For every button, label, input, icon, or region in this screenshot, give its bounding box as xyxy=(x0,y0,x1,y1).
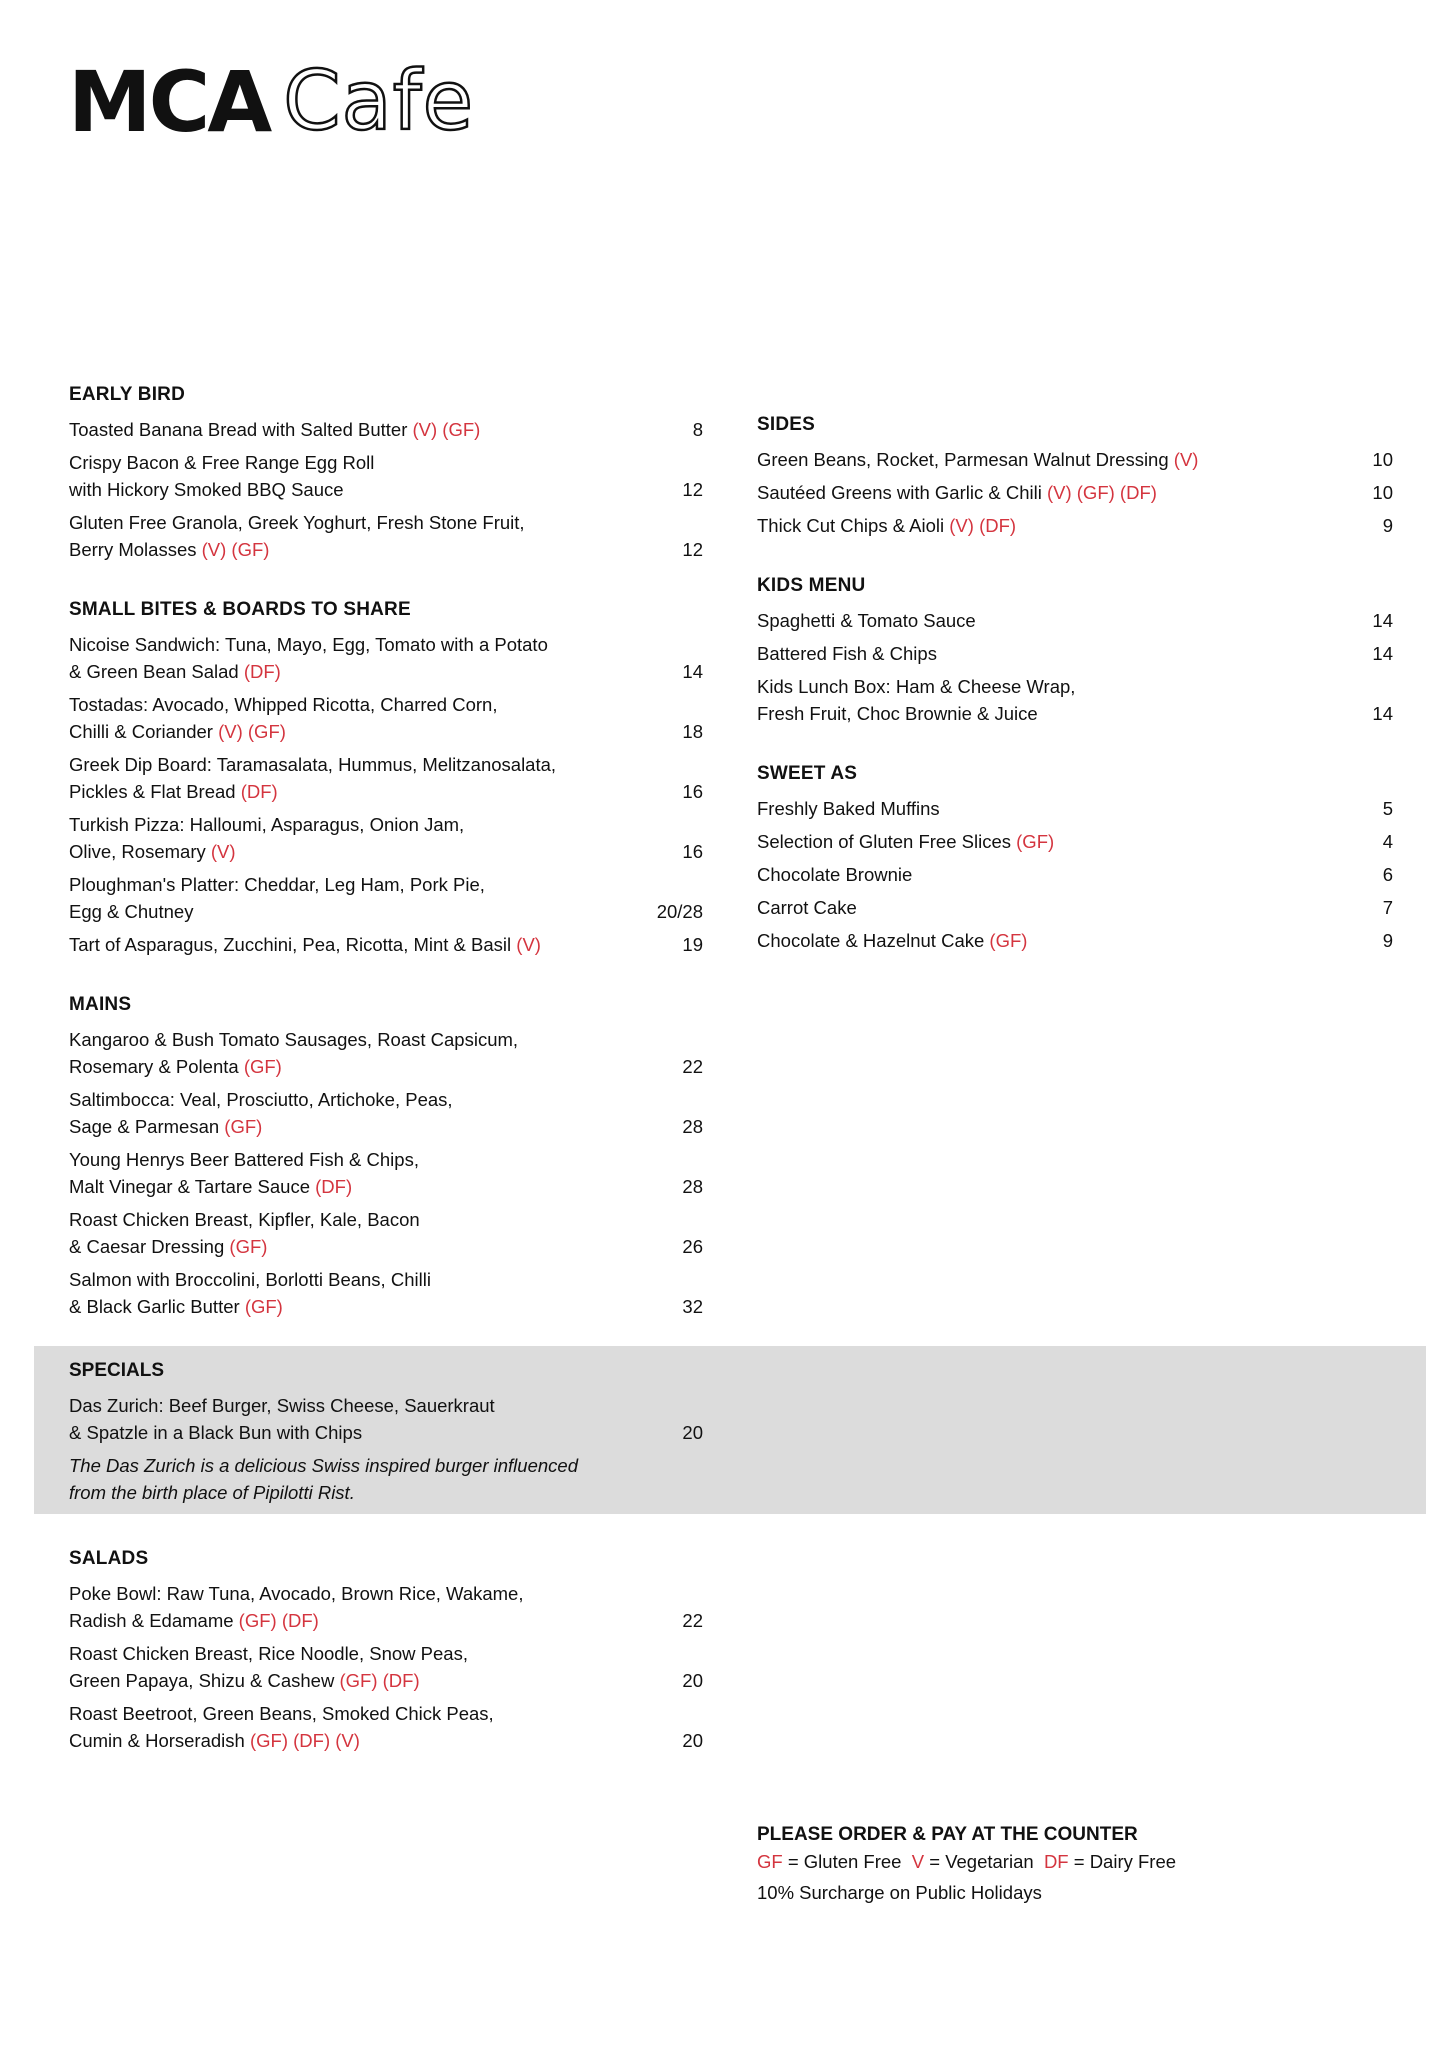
legend-code: V xyxy=(911,1851,925,1872)
description-line: The Das Zurich is a delicious Swiss inspired burger influenced xyxy=(69,1455,578,1476)
item-price: 22 xyxy=(682,1610,703,1631)
item-name xyxy=(757,512,1016,539)
item-name xyxy=(69,449,374,503)
section-title: SWEET AS xyxy=(757,763,858,784)
item-name-line: Tostadas: Avocado, Whipped Ricotta, Charred Corn, xyxy=(69,694,498,715)
item-price: 32 xyxy=(682,1296,703,1317)
dietary-tags: (GF) xyxy=(989,930,1028,951)
item-price: 12 xyxy=(682,539,703,560)
item-name-line: Rosemary & Polenta (GF) xyxy=(69,1056,282,1077)
item-name xyxy=(69,1640,468,1694)
item-name-line: Sage & Parmesan (GF) xyxy=(69,1116,263,1137)
item-price: 28 xyxy=(682,1176,703,1197)
item-price: 9 xyxy=(1382,515,1393,536)
item-name xyxy=(69,1026,518,1080)
item-name-line: Carrot Cake xyxy=(757,897,857,918)
item-name-line: Thick Cut Chips & Aioli (V) (DF) xyxy=(757,515,1017,536)
menu-section xyxy=(69,992,703,1320)
legend-text: = Vegetarian xyxy=(924,1851,1044,1872)
item-name-line: Crispy Bacon & Free Range Egg Roll xyxy=(69,452,375,473)
menu-item xyxy=(69,1266,703,1320)
item-name xyxy=(69,1146,419,1200)
item-name-line: Sautéed Greens with Garlic & Chili (V) (GF) (DF) xyxy=(757,482,1157,503)
dietary-tags: (V) xyxy=(1173,449,1199,470)
item-name-line: Turkish Pizza: Halloumi, Asparagus, Onion Jam, xyxy=(69,814,465,835)
menu-item xyxy=(757,479,1393,506)
menu-item xyxy=(757,640,1393,667)
item-name-line: Young Henrys Beer Battered Fish & Chips, xyxy=(69,1149,419,1170)
menu-item xyxy=(757,795,1393,822)
item-name-line: Greek Dip Board: Taramasalata, Hummus, Melitzanosalata, xyxy=(69,754,557,775)
menu-item xyxy=(757,927,1393,954)
item-price: 12 xyxy=(682,479,703,500)
item-price: 28 xyxy=(682,1116,703,1137)
special-description xyxy=(69,1452,703,1506)
item-price: 16 xyxy=(682,841,703,862)
item-price: 4 xyxy=(1382,831,1393,852)
legend-text: = Gluten Free xyxy=(782,1851,912,1872)
item-name xyxy=(757,894,857,921)
item-price: 7 xyxy=(1382,897,1393,918)
item-name-line: Green Beans, Rocket, Parmesan Walnut Dressing (V) xyxy=(757,449,1199,470)
menu-item xyxy=(757,512,1393,539)
section-title: SALADS xyxy=(69,1548,149,1569)
item-price: 26 xyxy=(682,1236,703,1257)
item-name-line: Radish & Edamame (GF) (DF) xyxy=(69,1610,319,1631)
item-name xyxy=(757,828,1054,855)
item-name xyxy=(757,861,912,888)
item-name xyxy=(69,631,548,685)
item-name-line: Fresh Fruit, Choc Brownie & Juice xyxy=(757,703,1038,724)
item-price: 14 xyxy=(1372,703,1393,724)
section-title: SIDES xyxy=(757,414,816,435)
item-price: 8 xyxy=(692,419,703,440)
item-name xyxy=(69,1392,495,1446)
menu-item xyxy=(69,416,703,443)
menu-item xyxy=(69,449,703,503)
item-name xyxy=(69,1206,420,1260)
item-price: 14 xyxy=(682,661,703,682)
item-name-line: Olive, Rosemary (V) xyxy=(69,841,236,862)
menu-item xyxy=(757,673,1393,727)
menu-item xyxy=(69,1392,703,1446)
menu-item xyxy=(69,1026,703,1080)
dietary-legend xyxy=(757,1848,1397,1875)
order-notice: PLEASE ORDER & PAY AT THE COUNTER xyxy=(757,1824,1138,1845)
logo xyxy=(68,53,475,151)
dietary-tags: (GF) xyxy=(224,1116,263,1137)
menu-item xyxy=(69,1086,703,1140)
item-name-line: Roast Beetroot, Green Beans, Smoked Chick Peas, xyxy=(69,1703,494,1724)
item-name-line: Spaghetti & Tomato Sauce xyxy=(757,610,976,631)
section-title: MAINS xyxy=(69,994,132,1015)
dietary-tags: (GF) xyxy=(229,1236,268,1257)
item-name-line: Egg & Chutney xyxy=(69,901,194,922)
item-name xyxy=(69,931,541,958)
menu-item xyxy=(757,607,1393,634)
item-name-line: Chocolate & Hazelnut Cake (GF) xyxy=(757,930,1028,951)
section-title: SPECIALS xyxy=(69,1360,165,1381)
specials-section xyxy=(69,1358,703,1506)
item-name-line: with Hickory Smoked BBQ Sauce xyxy=(69,479,344,500)
footer xyxy=(757,1822,1397,1906)
item-name xyxy=(757,673,1075,727)
legend-code: DF xyxy=(1043,1851,1069,1872)
item-name-line: & Caesar Dressing (GF) xyxy=(69,1236,268,1257)
section-title: EARLY BIRD xyxy=(69,384,186,405)
item-name-line: Nicoise Sandwich: Tuna, Mayo, Egg, Tomato with a Potato xyxy=(69,634,548,655)
menu-item xyxy=(69,871,703,925)
item-name xyxy=(69,871,485,925)
description-line: from the birth place of Pipilotti Rist. xyxy=(69,1482,355,1503)
item-name-line: & Green Bean Salad (DF) xyxy=(69,661,281,682)
item-name xyxy=(757,607,976,634)
dietary-tags: (GF) (DF) xyxy=(339,1670,420,1691)
item-name-line: Saltimbocca: Veal, Prosciutto, Artichoke, Peas, xyxy=(69,1089,453,1110)
item-name-line: Das Zurich: Beef Burger, Swiss Cheese, Sauerkraut xyxy=(69,1395,495,1416)
menu-item xyxy=(69,1580,703,1634)
item-name-line: Malt Vinegar & Tartare Sauce (DF) xyxy=(69,1176,353,1197)
item-name xyxy=(757,795,940,822)
dietary-tags: (V) (GF) xyxy=(412,419,481,440)
item-name-line: Selection of Gluten Free Slices (GF) xyxy=(757,831,1055,852)
menu-section xyxy=(757,573,1393,727)
item-name-line: Ploughman's Platter: Cheddar, Leg Ham, Pork Pie, xyxy=(69,874,485,895)
dietary-tags: (GF) xyxy=(1016,831,1055,852)
item-name xyxy=(69,416,480,443)
dietary-tags: (GF) (DF) xyxy=(238,1610,319,1631)
item-name-line: Tart of Asparagus, Zucchini, Pea, Ricotta, Mint & Basil (V) xyxy=(69,934,541,955)
menu-item xyxy=(69,631,703,685)
logo-brand: MCA xyxy=(68,53,270,151)
item-name xyxy=(69,811,464,865)
dietary-tags: (V) xyxy=(210,841,236,862)
item-name xyxy=(69,1266,431,1320)
item-name-line: Pickles & Flat Bread (DF) xyxy=(69,781,278,802)
item-name-line: Toasted Banana Bread with Salted Butter (V) (GF) xyxy=(69,419,481,440)
item-name xyxy=(69,1580,524,1634)
item-name-line: Poke Bowl: Raw Tuna, Avocado, Brown Rice, Wakame, xyxy=(69,1583,524,1604)
item-price: 20/28 xyxy=(656,901,703,922)
left-column xyxy=(69,382,703,1354)
item-name xyxy=(69,509,525,563)
item-name-line: & Black Garlic Butter (GF) xyxy=(69,1296,283,1317)
item-price: 19 xyxy=(682,934,703,955)
dietary-tags: (V) (GF) xyxy=(201,539,270,560)
item-name xyxy=(69,1700,494,1754)
menu-item xyxy=(69,931,703,958)
dietary-tags: (GF) xyxy=(244,1296,283,1317)
item-price: 6 xyxy=(1382,864,1393,885)
dietary-tags: (GF) (DF) (V) xyxy=(249,1730,360,1751)
item-price: 20 xyxy=(682,1670,703,1691)
legend-text: = Dairy Free xyxy=(1068,1851,1177,1872)
item-price: 10 xyxy=(1372,449,1393,470)
item-name xyxy=(757,446,1198,473)
dietary-tags: (V) (GF) xyxy=(218,721,286,742)
item-name-line: Kids Lunch Box: Ham & Cheese Wrap, xyxy=(757,676,1076,697)
item-name-line: Cumin & Horseradish (GF) (DF) (V) xyxy=(69,1730,360,1751)
item-name-line: Gluten Free Granola, Greek Yoghurt, Fresh Stone Fruit, xyxy=(69,512,525,533)
item-name-line: & Spatzle in a Black Bun with Chips xyxy=(69,1422,363,1443)
menu-section xyxy=(757,761,1393,954)
item-price: 22 xyxy=(682,1056,703,1077)
item-name-line: Battered Fish & Chips xyxy=(757,643,937,664)
surcharge-note: 10% Surcharge on Public Holidays xyxy=(757,1882,1042,1903)
item-price: 16 xyxy=(682,781,703,802)
dietary-tags: (V) (GF) (DF) xyxy=(1046,482,1157,503)
menu-item xyxy=(757,861,1393,888)
menu-section xyxy=(69,1546,703,1754)
item-name xyxy=(757,479,1157,506)
dietary-tags: (V) xyxy=(516,934,541,955)
menu-item xyxy=(69,691,703,745)
item-name-line: Salmon with Broccolini, Borlotti Beans, Chilli xyxy=(69,1269,431,1290)
item-name-line: Roast Chicken Breast, Kipfler, Kale, Bacon xyxy=(69,1209,420,1230)
menu-item xyxy=(69,1640,703,1694)
menu-section xyxy=(69,382,703,563)
item-name xyxy=(69,691,497,745)
menu-item xyxy=(69,751,703,805)
item-name-line: Roast Chicken Breast, Rice Noodle, Snow Peas, xyxy=(69,1643,468,1664)
section-title: KIDS MENU xyxy=(757,575,866,596)
item-name-line: Kangaroo & Bush Tomato Sausages, Roast Capsicum, xyxy=(69,1029,519,1050)
legend-code: GF xyxy=(757,1851,783,1872)
item-price: 9 xyxy=(1382,930,1393,951)
salads-section xyxy=(69,1546,703,1788)
dietary-tags: (DF) xyxy=(243,661,281,682)
item-price: 18 xyxy=(682,721,703,742)
section-title: SMALL BITES & BOARDS TO SHARE xyxy=(69,599,411,620)
logo-name: Cafe xyxy=(283,54,475,149)
menu-item xyxy=(69,1146,703,1200)
dietary-tags: (DF) xyxy=(240,781,278,802)
dietary-tags: (GF) xyxy=(243,1056,282,1077)
item-name-line: Chocolate Brownie xyxy=(757,864,913,885)
menu-section xyxy=(757,412,1393,539)
item-name xyxy=(757,640,937,667)
menu-item xyxy=(69,509,703,563)
item-name xyxy=(757,927,1027,954)
item-price: 14 xyxy=(1372,610,1393,631)
item-name xyxy=(69,1086,453,1140)
item-name-line: Chilli & Coriander (V) (GF) xyxy=(69,721,286,742)
item-price: 20 xyxy=(682,1422,703,1443)
right-column xyxy=(757,412,1393,988)
item-name-line: Freshly Baked Muffins xyxy=(757,798,940,819)
menu-item xyxy=(69,1700,703,1754)
dietary-tags: (V) (DF) xyxy=(949,515,1017,536)
menu-item xyxy=(757,894,1393,921)
item-name-line: Berry Molasses (V) (GF) xyxy=(69,539,270,560)
item-name-line: Green Papaya, Shizu & Cashew (GF) (DF) xyxy=(69,1670,420,1691)
menu-item xyxy=(757,828,1393,855)
dietary-tags: (DF) xyxy=(315,1176,353,1197)
item-name xyxy=(69,751,556,805)
menu-item xyxy=(757,446,1393,473)
item-price: 5 xyxy=(1382,798,1393,819)
item-price: 10 xyxy=(1372,482,1393,503)
menu-item xyxy=(69,1206,703,1260)
menu-item xyxy=(69,811,703,865)
item-price: 20 xyxy=(682,1730,703,1751)
menu-section xyxy=(69,597,703,958)
item-price: 14 xyxy=(1372,643,1393,664)
